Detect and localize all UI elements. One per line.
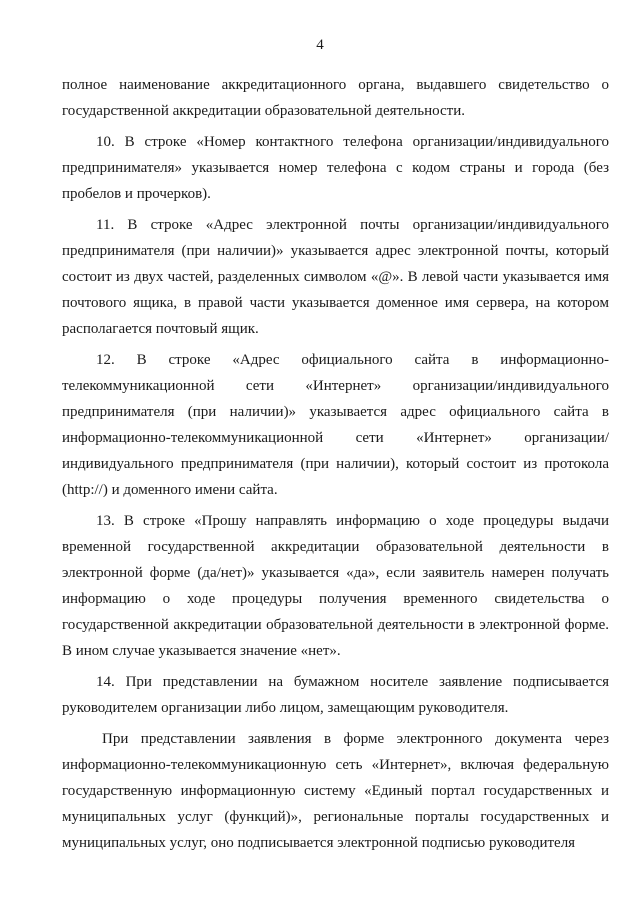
paragraph-item-11: 11. В строке «Адрес электронной почты организации/индивидуального предпринимателя (при наличии)» указывается адрес электронной почты, который состоит из двух частей, разделенных символом «@». В левой части указывается имя почтового ящика, в правой части указывается доменное имя сервера, на котором располагается почтовый ящик. [62,217,609,337]
page-number: 4 [316,37,324,53]
document-body [62,72,609,856]
paragraph-item-13: 13. В строке «Прошу направлять информацию о ходе процедуры выдачи временной государственной аккредитации образовательной деятельности в электронной форме (да/нет)» указывается «да», если заявитель намерен получать информацию о ходе процедуры получения временного свидетельства о государственной аккредитации образовательной деятельности в электронной форме. В ином случае указывается значение «нет». [62,513,609,659]
paragraph-item-12: 12. В строке «Адрес официального сайта в информационно-телекоммуникационной сети «Интернет» организации/индивидуального предпринимателя (при наличии)» указывается адрес официального сайта в информационно-телекоммуникационной сети «Интернет» организации/ индивидуального предпринимателя (при наличии), который состоит из протокола (http://) и доменного имени сайта. [62,352,609,498]
paragraph-electronic-submission: При представлении заявления в форме электронного документа через информационно-телекоммуникационную сеть «Интернет», включая федеральную государственную информационную систему «Единый портал государственных и муниципальных услуг (функций)», региональные порталы государственных и муниципальных услуг, оно подписывается электронной подписью руководителя [62,731,609,851]
paragraph-item-10: 10. В строке «Номер контактного телефона организации/индивидуального предпринимателя» указывается номер телефона с кодом страны и города (без пробелов и прочерков). [62,134,609,202]
paragraph-item-14: 14. При представлении на бумажном носителе заявление подписывается руководителем организации либо лицом, замещающим руководителя. [62,674,609,716]
paragraph-continuation: полное наименование аккредитационного органа, выдавшего свидетельство о государственной аккредитации образовательной деятельности. [62,77,609,119]
